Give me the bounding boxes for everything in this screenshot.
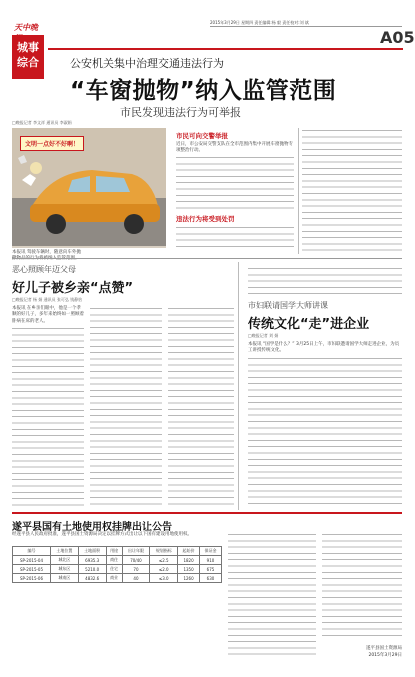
lead-body-lines-2 (176, 225, 294, 251)
table-header-cell: 规划指标 (150, 547, 178, 556)
table-cell: SP-2015-04 (13, 556, 51, 565)
table-header-cell: 土地面积 (78, 547, 106, 556)
table-cell: 城东区 (51, 565, 79, 574)
table-cell: 70 (122, 565, 150, 574)
header-divider (210, 26, 402, 27)
table-cell: 1260 (178, 574, 200, 583)
table-cell: 商住 (106, 556, 122, 565)
table-cell: 6935.3 (78, 556, 106, 565)
table-header-cell: 保证金 (200, 547, 222, 556)
table-cell: 40 (122, 574, 150, 583)
story-two-headline: 好儿子被乡亲“点赞” (12, 281, 134, 296)
section-label-2: 综合 (17, 56, 39, 69)
lead-body: 近日，市公安局交警支队在全市范围内集中开展车窗抛物专项整治行动。 (176, 142, 293, 154)
lead-subhead: 市民发现违法行为可举报 (120, 106, 241, 119)
table-row (13, 574, 222, 583)
table-cell: 1820 (178, 556, 200, 565)
lead-byline: □晚报记者 李文祥 通讯员 李淑娟 (12, 120, 72, 125)
story-two-kicker: 恶心照顾年迈父母 (12, 265, 76, 274)
lead-kicker: 公安机关集中治理交通违法行为 (70, 57, 224, 70)
table-header-cell: 出让年限 (122, 547, 150, 556)
table-cell: 70/40 (122, 556, 150, 565)
section-divider (12, 258, 402, 259)
date-line: 2015年3月29日 星期四 责任编辑:杨 毅 责任校对:刘 斌 (210, 20, 309, 25)
story-three-body: 本报讯 “国学是什么？” 3月25日上午，市妇联邀请国学大师走进企业，为员工讲授传统文化。 (248, 342, 400, 354)
lead-body-lines (176, 155, 294, 211)
story-two-body: 本报讯 在乡亲们眼中，他是一个孝顺的好儿子，多年来始终如一照顾着卧病在床的老人。 (12, 306, 84, 324)
table-cell: 5210.0 (78, 565, 106, 574)
notice-signature: 遂平县国土资源局 (366, 646, 402, 651)
table-cell: ≤2.5 (150, 556, 178, 565)
table-cell: 住宅 (106, 565, 122, 574)
table-header-cell: 起始价 (178, 547, 200, 556)
notice-table-header (13, 547, 222, 556)
section-label-1: 城事 (17, 41, 39, 54)
newspaper-logo: 天中晚 (14, 23, 38, 32)
table-cell: 城南区 (51, 574, 79, 583)
table-header-cell: 土地位置 (51, 547, 79, 556)
table-cell: 910 (200, 556, 222, 565)
notice-title: 遂平县国有土地使用权挂牌出让公告 (12, 522, 172, 533)
illustration-photo (12, 128, 166, 248)
table-cell: SP-2015-06 (13, 574, 51, 583)
table-cell: 4832.6 (78, 574, 106, 583)
table-row (13, 565, 222, 574)
table-cell: 675 (200, 565, 222, 574)
table-header-cell: 用途 (106, 547, 122, 556)
page-number: A05 (380, 28, 415, 47)
lead-section-title-1: 市民可向交警举报 (176, 132, 228, 140)
lead-body-lines-3 (302, 128, 402, 252)
story-two-byline: □晚报记者 杨 娟 通讯员 张可弘 钱静怡 (12, 297, 83, 302)
table-cell: 630 (200, 574, 222, 583)
lead-headline: “车窗抛物”纳入监管范围 (70, 78, 337, 104)
lead-section-title-2: 违法行为将受到处罚 (176, 215, 235, 223)
table-cell: ≤3.0 (150, 574, 178, 583)
table-cell: 商业 (106, 574, 122, 583)
story-three-byline: □晚报记者 刘 娟 (248, 333, 279, 338)
table-header-cell: 编号 (13, 547, 51, 556)
table-cell: SP-2015-05 (13, 565, 51, 574)
table-row (13, 556, 222, 565)
notice-table (12, 546, 222, 583)
photo-caption: 本报讯 驾驶车辆时，随意向车外抛 (12, 250, 81, 255)
section-badge (12, 35, 44, 79)
story-three-headline: 传统文化“走”进企业 (248, 317, 370, 332)
notice-intro: 经遂平县人民政府批准，遂平县国土资源局决定以挂牌方式出让以下国有建设用地使用权。 (12, 532, 192, 537)
table-cell: 1350 (178, 565, 200, 574)
table-cell: ≤2.0 (150, 565, 178, 574)
red-rule (48, 48, 403, 50)
photo-speech-bubble: 文明一点好不好啊！ (20, 136, 84, 151)
story-three-kicker: 市妇联请国学大师讲课 (248, 301, 328, 310)
table-cell: 城北区 (51, 556, 79, 565)
notice-date: 2015年3月29日 (368, 653, 402, 658)
